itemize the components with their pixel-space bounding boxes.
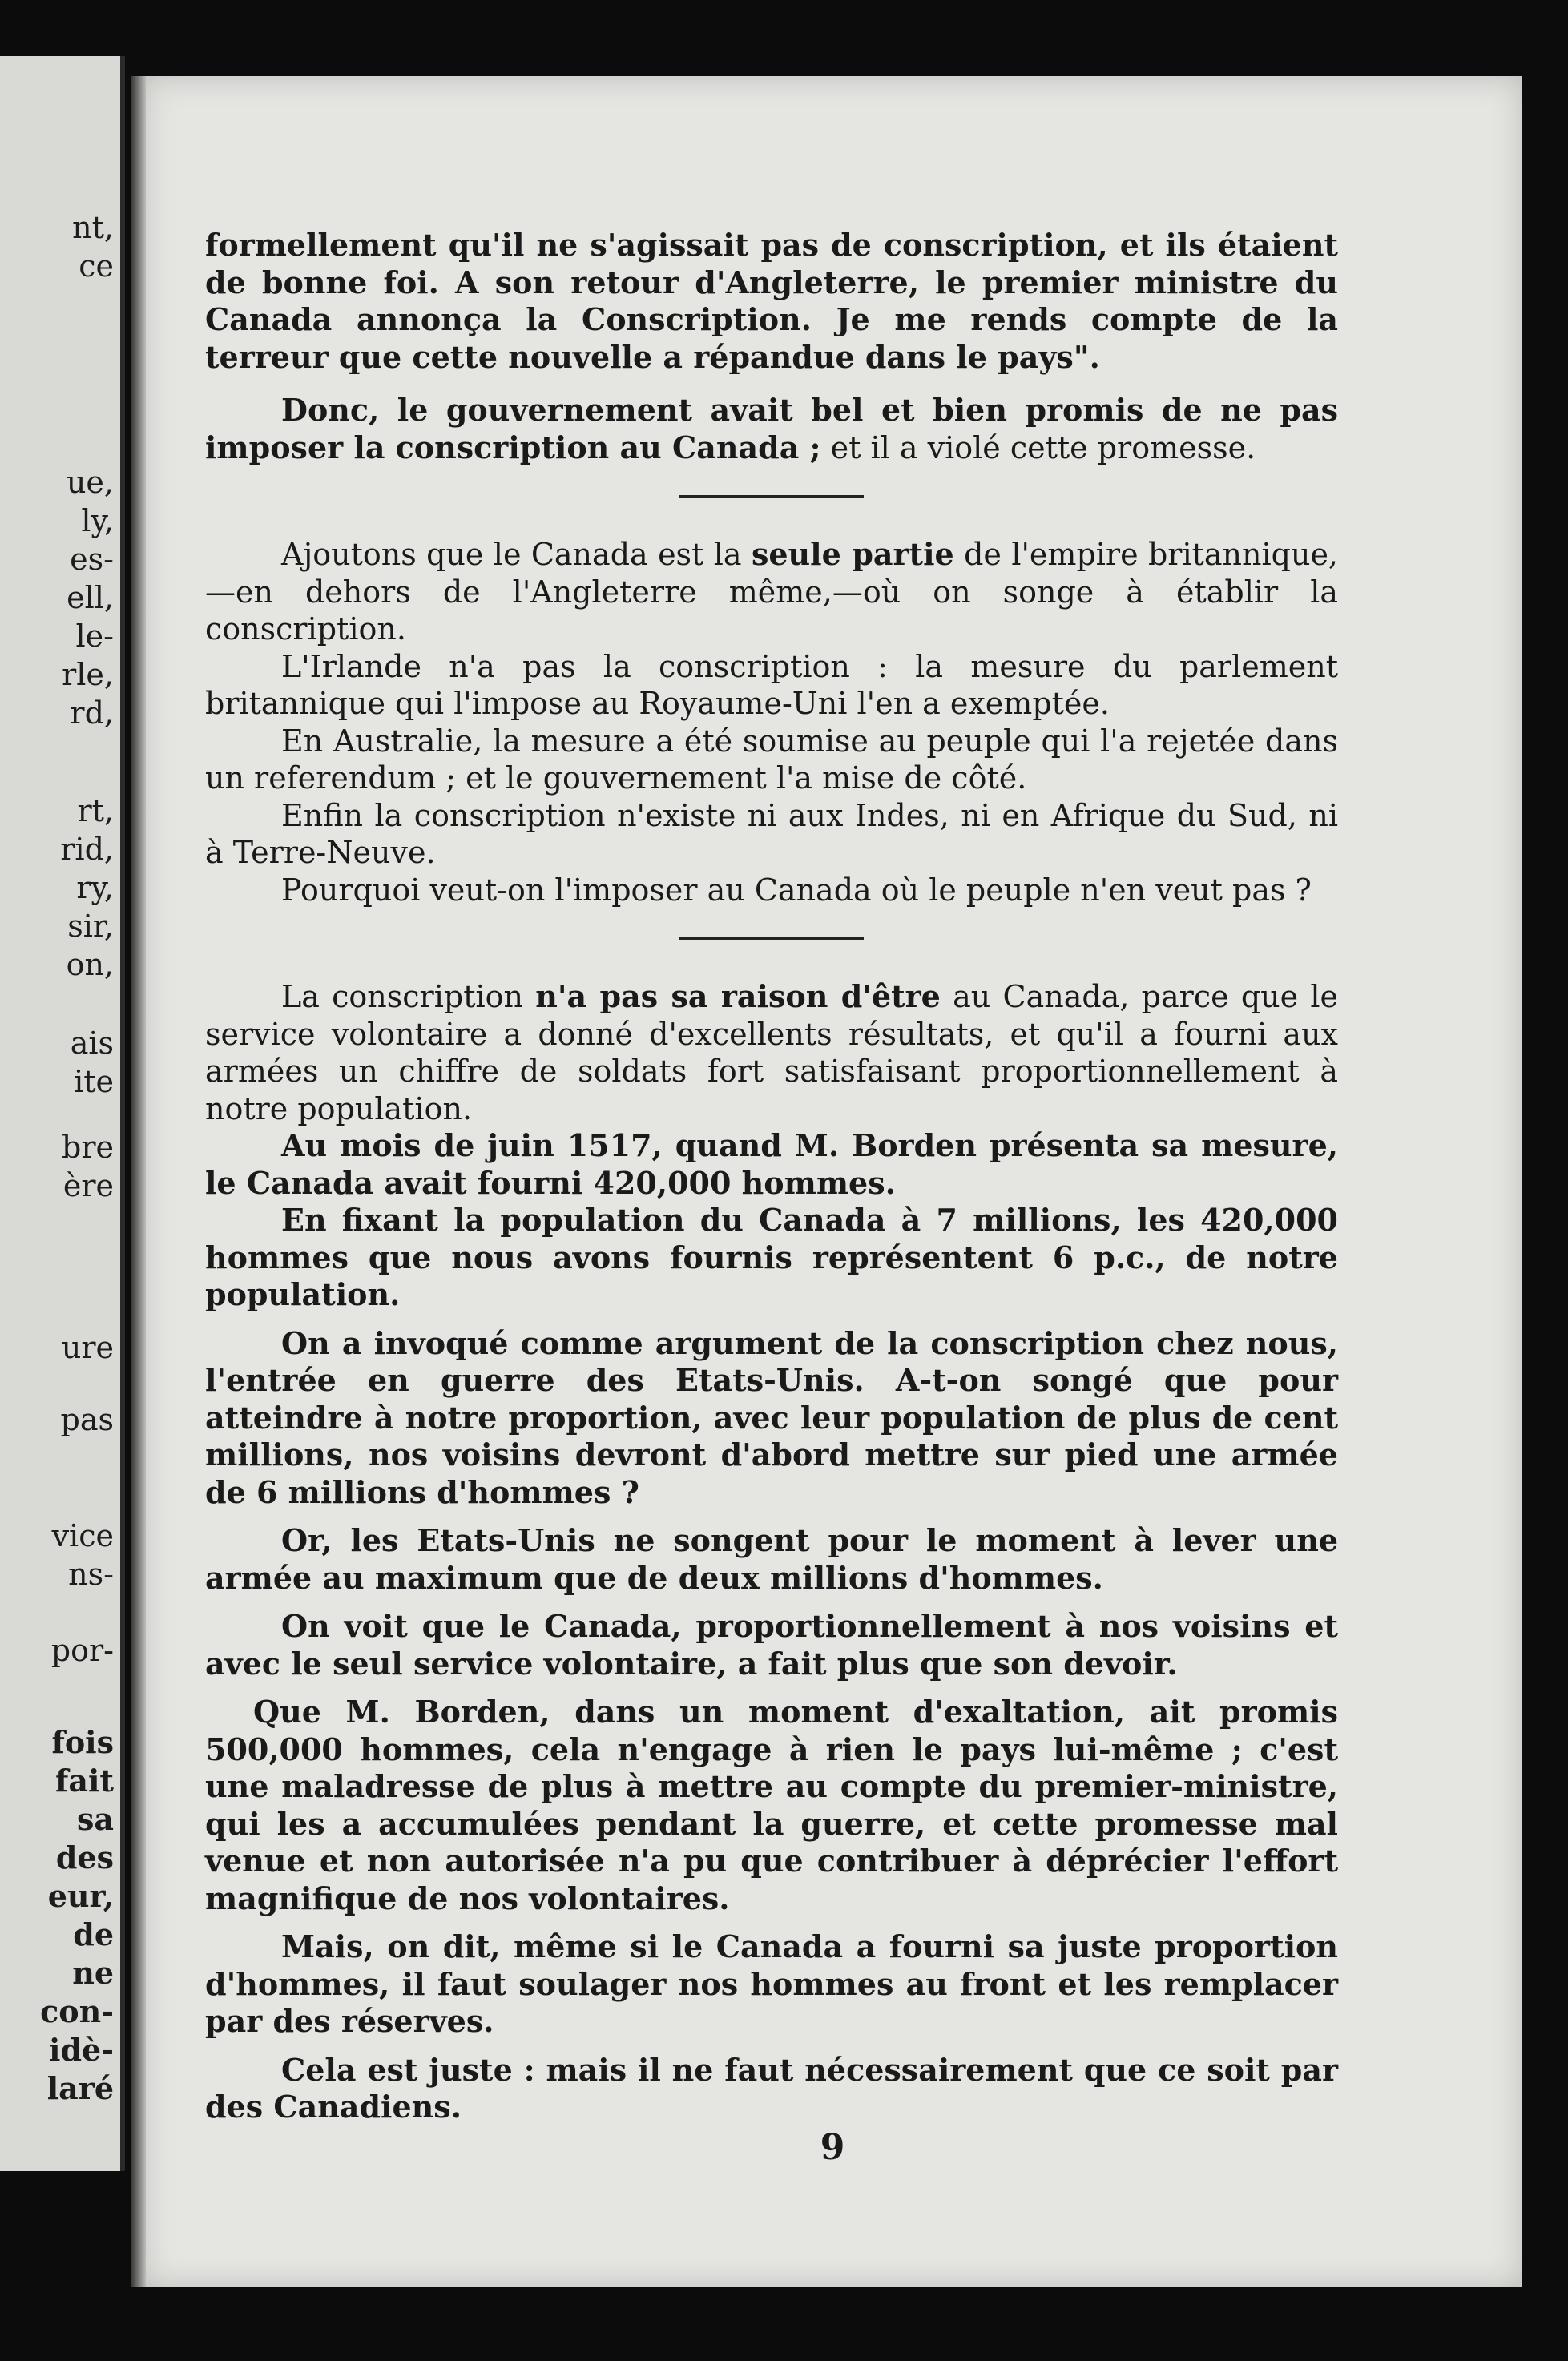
left-page-fragment: rt, bbox=[77, 793, 114, 828]
paragraph-borden: Que M. Borden, dans un moment d'exaltation, ait promis 500,000 hommes, cela n'engage à rien le pays lui-même ; c'est une maladresse de plus à mettre au compte du premier-ministre, qui les a accumulées pendant la guerre, et cette promesse mal venue et non autorisée n'a pu que contribuer à déprécier l'effort magnifique de nos volontaires. bbox=[205, 1694, 1338, 1916]
left-page-fragment: ais bbox=[70, 1025, 114, 1061]
left-page-fragment: ce bbox=[79, 248, 114, 284]
left-page-fragment: ry, bbox=[76, 870, 114, 905]
left-page-fragment: bre bbox=[62, 1130, 114, 1165]
paragraph-population: En fixant la population du Canada à 7 millions, les 420,000 hommes que nous avons fournis représentent 6 p.c., de notre population. bbox=[205, 1202, 1338, 1312]
page-body bbox=[205, 227, 1338, 2126]
left-page-fragment: idè- bbox=[49, 2032, 114, 2068]
left-page-fragment: ly, bbox=[81, 503, 114, 538]
paragraph-canadiens: Cela est juste : mais il ne faut nécessairement que ce soit par des Canadiens. bbox=[205, 2051, 1338, 2125]
left-page-fragment: ère bbox=[62, 1168, 114, 1203]
paragraph-promise bbox=[205, 392, 1338, 466]
left-page-fragment: ite bbox=[74, 1064, 114, 1099]
left-page-fragment: des bbox=[55, 1839, 114, 1876]
left-page-fragment: sir, bbox=[67, 909, 114, 944]
paragraph-devoir: On voit que le Canada, proportionnellement à nos voisins et avec le seul service volontaire, a fait plus que son devoir. bbox=[205, 1608, 1338, 1682]
section-divider bbox=[679, 937, 864, 940]
paragraph-indes: Enfin la conscription n'existe ni aux Indes, ni en Afrique du Sud, ni à Terre-Neuve. bbox=[205, 797, 1338, 870]
left-page-fragment: laré bbox=[46, 2070, 114, 2106]
left-page-fragment: ne bbox=[72, 1955, 114, 1991]
paragraph-australia: En Australie, la mesure a été soumise au peuple qui l'a rejetée dans un referendum ; et le gouvernement l'a mise de côté. bbox=[205, 723, 1338, 796]
left-page-fragment: eur, bbox=[47, 1878, 114, 1914]
paragraph-juin: Au mois de juin 1517, quand M. Borden présenta sa mesure, le Canada avait fourni 420,000 hommes. bbox=[205, 1127, 1338, 1201]
raison-text-a: La conscription bbox=[281, 979, 536, 1014]
empire-text-b: de l'empire britannique,—en dehors de l'Angleterre même,—où on songe à établir la conscription. bbox=[205, 537, 1339, 647]
left-page-fragment: de bbox=[73, 1916, 114, 1952]
paragraph-quote-end: formellement qu'il ne s'agissait pas de conscription, et ils étaient de bonne foi. A son retour d'Angleterre, le premier ministre du Canada annonça la Conscription. Je me rends compte de la terreur que cette nouvelle a répandue dans le pays". bbox=[205, 227, 1338, 375]
left-page-fragment: vice bbox=[51, 1518, 114, 1553]
left-page-fragment: rd, bbox=[70, 695, 114, 731]
empire-bold-text: seule partie bbox=[751, 536, 954, 572]
paragraph-empire bbox=[205, 536, 1338, 648]
left-page-fragment: rid, bbox=[60, 832, 114, 867]
paragraph-ireland: L'Irlande n'a pas la conscription : la mesure du parlement britannique qui l'impose au Royaume-Uni l'en a exemptée. bbox=[205, 648, 1338, 721]
section-divider bbox=[679, 495, 864, 498]
left-page-fragment: sa bbox=[76, 1801, 114, 1837]
paragraph-raison bbox=[205, 978, 1338, 1127]
left-page-fragment: pas bbox=[60, 1402, 114, 1437]
left-page-fragment: por- bbox=[50, 1633, 114, 1668]
paragraph-etats-unis: On a invoqué comme argument de la conscription chez nous, l'entrée en guerre des Etats-Unis. A-t-on songé que pour atteindre à notre proportion, avec leur population de plus de cent millions, nos voisins devront d'abord mettre sur pied une armée de 6 millions d'hommes ? bbox=[205, 1324, 1338, 1510]
left-page-fragment: on, bbox=[66, 947, 114, 982]
left-page-fragment: fait bbox=[55, 1763, 114, 1799]
paragraph-armee: Or, les Etats-Unis ne songent pour le moment à lever une armée au maximum que de deux millions d'hommes. bbox=[205, 1522, 1338, 1596]
paragraph-pourquoi: Pourquoi veut-on l'imposer au Canada où le peuple n'en veut pas ? bbox=[281, 872, 1312, 908]
left-page-fragment: nt, bbox=[72, 210, 114, 245]
adjacent-page-strip bbox=[0, 56, 125, 2171]
page-number: 9 bbox=[820, 2127, 845, 2168]
left-page-fragment: rle, bbox=[62, 657, 114, 692]
left-page-fragment: ure bbox=[61, 1330, 114, 1365]
left-page-fragment: le- bbox=[75, 618, 114, 654]
paragraph-reserves: Mais, on dit, même si le Canada a fourni sa juste proportion d'hommes, il faut soulager nos hommes au front et les remplacer par des réserves. bbox=[205, 1928, 1338, 2039]
left-page-fragment: con- bbox=[40, 1993, 114, 2029]
left-page-fragment: es- bbox=[70, 542, 114, 577]
document-page bbox=[143, 76, 1522, 2287]
promise-rest-text: et il a violé cette promesse. bbox=[820, 429, 1256, 465]
left-page-fragment: fois bbox=[51, 1724, 114, 1760]
promise-bold-text: Donc, le gouvernement avait bel et bien promis de ne pas imposer la conscription au Canada ; bbox=[205, 392, 1338, 465]
left-page-fragment: ns- bbox=[68, 1557, 114, 1592]
left-page-fragment: ell, bbox=[67, 580, 114, 615]
empire-text-a: Ajoutons que le Canada est la bbox=[281, 537, 752, 572]
raison-text-b: au Canada, parce que le service volontaire a donné d'excellents résultats, et qu'il a fourni aux armées un chiffre de soldats fort satisfaisant proportionnellement à notre population. bbox=[205, 979, 1338, 1126]
raison-bold-text: n'a pas sa raison d'être bbox=[535, 978, 941, 1014]
left-page-fragment: ue, bbox=[66, 465, 114, 500]
